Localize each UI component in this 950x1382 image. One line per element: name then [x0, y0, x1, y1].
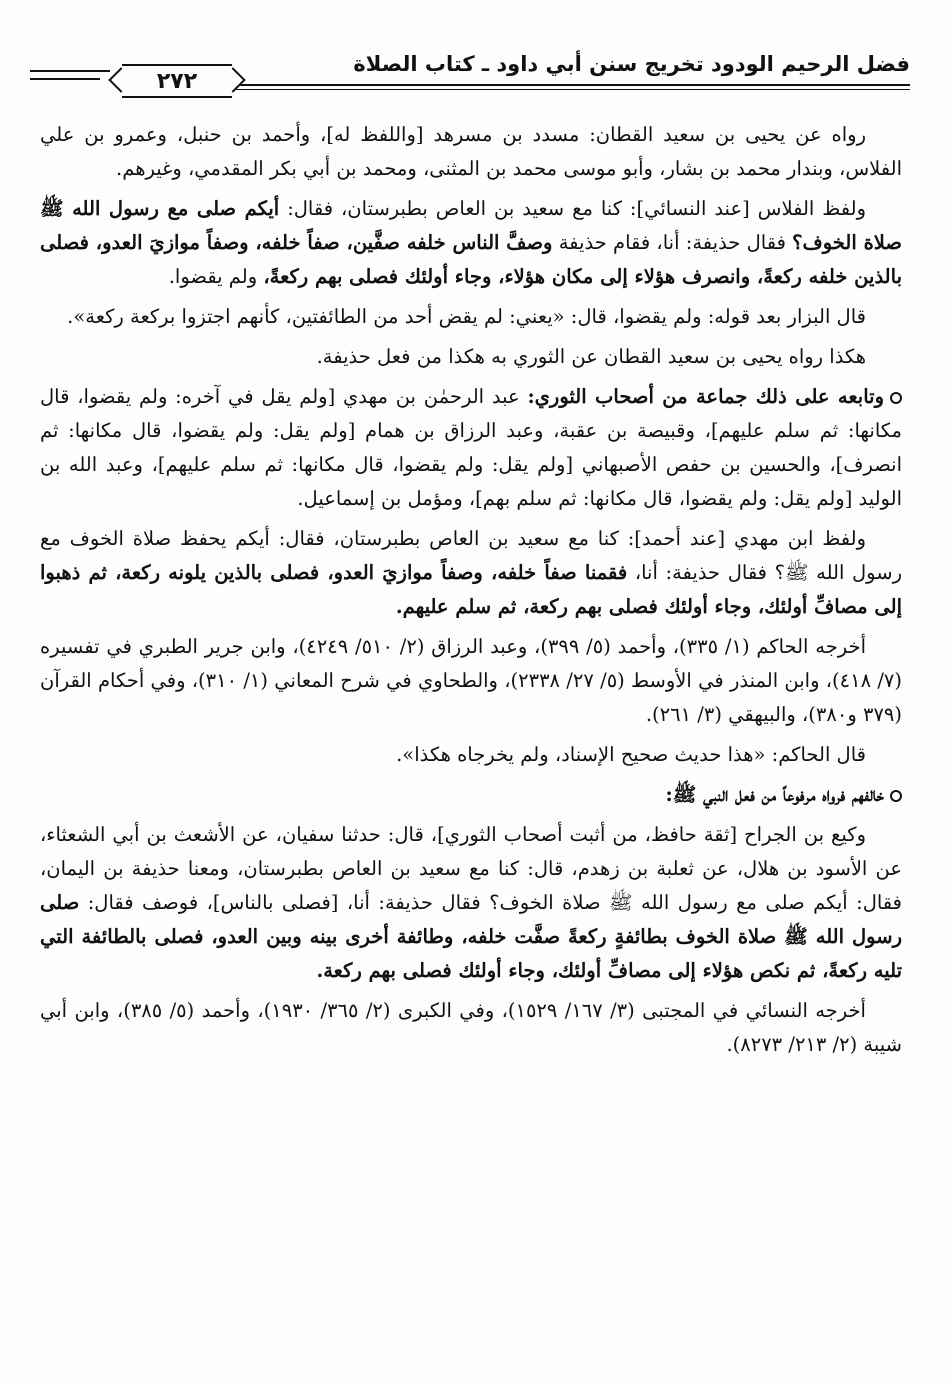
text-paragraph — [40, 818, 902, 988]
text-run: ولفظ ابن مهدي [عند أحمد]: كنا مع سعيد بن العاص بطبرستان، فقال: أيكم يحفظ صلاة الخوف مع رسول الله ﷺ؟ فقال حذيفة: أنا، — [40, 527, 902, 584]
running-title: فضل الرحيم الودود تخريج سنن أبي داود ـ كتاب الصلاة — [353, 52, 910, 76]
bold-text-run: صلى رسول الله ﷺ صلاة الخوف بطائفةٍ ركعةً صفَّت خلفه، وطائفة أخرى بينه وبين العدو، فصلى بالطائفة التي تليه ركعةً، ثم نكص هؤلاء إلى مصافِّ أولئك، وجاء أولئك فصلى بهم ركعة. — [40, 891, 902, 982]
text-run: رواه عن يحيى بن سعيد القطان: مسدد بن مسرهد [واللفظ له]، وأحمد بن حنبل، وعمرو بن علي الفلاس، وبندار محمد بن بشار، وأبو موسى محمد بن المثنى، ومحمد بن أبي بكر المقدمي، وغيرهم. — [40, 123, 902, 180]
page-header — [30, 48, 910, 106]
page-number: ٢٧٢ — [122, 64, 232, 98]
text-run: قال البزار بعد قوله: ولم يقضوا، قال: «يعني: لم يقض أحد من الطائفتين، كأنهم اجتزوا بركعة ركعة». — [67, 305, 866, 328]
bold-text-run: وصفَّ الناس خلفه صفَّين، صفاً خلفه، وصفاً موازيَ العدو، فصلى بالذين خلفه ركعةً، وانصرف هؤلاء إلى مكان هؤلاء، وجاء أولئك فصلى بهم ركعةً، — [40, 231, 902, 288]
text-paragraph — [40, 300, 902, 334]
text-run: وكيع بن الجراح [ثقة حافظ، من أثبت أصحاب الثوري]، قال: حدثنا سفيان، عن الأشعث بن أبي الشعثاء، عن الأسود بن هلال، عن ثعلبة بن زهدم، قال: كنا مع سعيد بن العاص بطبرستان، ومعنا حذيفة بن اليمان، فقال: أيكم صلى مع رسول الله ﷺ صلاة الخوف؟ فقال حذيفة: أنا، [فصلى بالناس]، فوصف فقال: — [40, 823, 902, 914]
text-paragraph — [40, 630, 902, 732]
section-heading-paragraph — [40, 380, 902, 516]
text-run: قال الحاكم: «هذا حديث صحيح الإسناد، ولم يخرجاه هكذا». — [396, 743, 866, 766]
bold-text-run: خالفهم فرواه مرفوعاً من فعل النبي ﷺ: — [665, 783, 884, 806]
header-ornament-line — [30, 78, 100, 80]
text-paragraph — [40, 192, 902, 294]
page-body — [40, 118, 902, 1068]
text-run: هكذا رواه يحيى بن سعيد القطان عن الثوري به هكذا من فعل حذيفة. — [316, 345, 866, 368]
text-run: أخرجه النسائي في المجتبى (٣/ ١٦٧/ ١٥٢٩)، وفي الكبرى (٢/ ٣٦٥/ ١٩٣٠)، وأحمد (٥/ ٣٨٥)، وابن أبي شيبة (٢/ ٢١٣/ ٨٢٧٣). — [40, 999, 902, 1056]
bullet-circle-icon — [890, 790, 902, 802]
header-ornament-line — [30, 70, 110, 72]
text-run: عبد الرحمٰن بن مهدي [ولم يقل في آخره: ولم يقضوا، قال مكانها: ثم سلم عليهم]، وقبيصة بن عقبة، وعبد الرزاق بن همام [ولم يقل: ولم يقضوا، قال مكانها: ثم انصرف]، والحسين بن حفص الأصبهاني [ولم يقل: ولم يقضوا، قال مكانها: ثم سلم عليهم]، وعبد الله بن الوليد [ولم يقل: ولم يقضوا، قال مكانها: ثم سلم بهم]، ومؤمل بن إسماعيل. — [40, 385, 902, 510]
text-run: ولفظ الفلاس [عند النسائي]: كنا مع سعيد بن العاص بطبرستان، فقال: — [279, 197, 866, 220]
text-paragraph — [40, 118, 902, 186]
text-paragraph — [40, 522, 902, 624]
text-run: أخرجه الحاكم (١/ ٣٣٥)، وأحمد (٥/ ٣٩٩)، وعبد الرزاق (٢/ ٥١٠/ ٤٢٤٩)، وابن جرير الطبري في تفسيره (٧/ ٤١٨)، وابن المنذر في الأوسط (٥/ ٢٧/ ٢٣٣٨)، والطحاوي في شرح المعاني (١/ ٣١٠)، وفي أحكام القرآن (٣٧٩ و٣٨٠)، والبيهقي (٣/ ٢٦١). — [40, 635, 903, 726]
header-rule — [234, 84, 910, 86]
bold-text-run: فقمنا صفاً خلفه، وصفاً موازيَ العدو، فصلى بالذين يلونه ركعة، ثم ذهبوا إلى مصافِّ أولئك، وجاء أولئك فصلى بهم ركعة، ثم سلم عليهم. — [40, 561, 902, 618]
text-run: ولم يقضوا. — [168, 265, 264, 288]
bold-text-run: أيكم صلى مع رسول الله ﷺ صلاة الخوف؟ — [40, 197, 902, 254]
text-paragraph — [40, 994, 902, 1062]
header-rule — [234, 89, 910, 90]
bold-text-run: وتابعه على ذلك جماعة من أصحاب الثوري: — [527, 385, 885, 408]
section-heading-paragraph — [40, 778, 902, 812]
text-run: فقال حذيفة: أنا، فقام حذيفة — [552, 231, 793, 254]
bullet-circle-icon — [890, 392, 902, 404]
text-paragraph — [40, 340, 902, 374]
text-paragraph — [40, 738, 902, 772]
